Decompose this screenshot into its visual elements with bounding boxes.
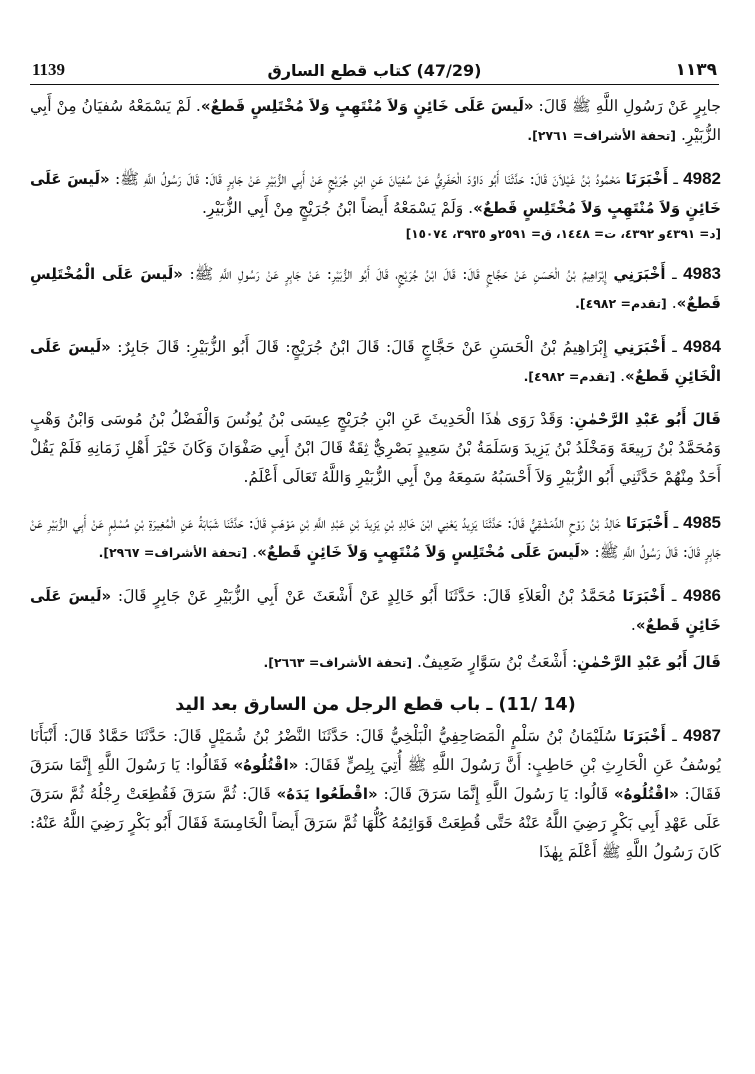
hadith-quote: «لَيسَ عَلَى مُخْتَلِسٍ وَلاَ مُنْتَهِبٍ وَلاَ خَائِنٍ قَطعٌ» (257, 543, 590, 561)
text-run: قَالَ: ثُمَّ سَرَقَ فَقُطِعَتْ رِجْلُهُ ثُمَّ سَرَقَ عَلَى عَهْدِ أَبِي بَكْرٍ رَضِيَ اللَّهُ عَنْهُ حَتَّى قُطِعَتْ قَوَائِمُهُ كُلُّهَا ثُمَّ سَرَقَ أَيضاً الْخَامِسَةَ فَقَالَ أَبُو بَكْرٍ رَضِيَ اللَّهُ عَنْهُ: كَانَ رَسُولُ اللَّهِ ﷺ أَعْلَمَ بِهٰذَا (30, 785, 721, 861)
hadith-quote: «لَيسَ عَلَى خَائِنٍ وَلاَ مُنْتَهِبٍ وَلاَ مُخْتَلِسٍ قَطعٌ» (30, 170, 721, 217)
text-run: إِبْرَاهِيمُ بْنُ الْحَسَنِ عَنْ حَجَّاجٍ قَالَ: قَالَ ابْنُ جُرَيْجٍ: قَالَ أَبُو الزُّبَيْرِ: قَالَ جَابِرٌ: (110, 338, 614, 356)
narration-keyword: أَخْبَرَنَا (625, 170, 669, 188)
narration-keyword: قَالَ أَبُو عَبْدِ الرَّحْمٰنِ (577, 653, 721, 671)
hadith-quote: «لَيسَ عَلَى الْمُخْتَلِسِ قَطعٌ» (30, 265, 721, 312)
hadith-number: 4984 (683, 337, 721, 356)
spacer (30, 677, 721, 689)
hadith-quote: «اقْتُلُوهُ» (233, 756, 299, 774)
narration-keyword: أَخْبَرَنِي (613, 338, 666, 356)
reference: [تحفة الأشراف= ٢٩٦٧]. (98, 545, 248, 560)
text-run: : وَقَدْ رَوَى هٰذَا الْحَدِيثَ عَنِ ابْنِ جُرَيْجٍ عِيسَى بْنُ يُونُسَ وَالْفَضْلُ بْنُ مُوسَى وَابْنُ وَهْبٍ وَمُحَمَّدُ بْنُ رَبِيعَةَ وَمَخْلَدُ بْنُ يَزِيدَ وَسَلَمَةُ بْنُ سَعِيدٍ بَصْرِيٌّ ثِقَةٌ قَالَ ابْنُ أَبِي صَفْوَانَ وَكَانَ خَيْرَ أَهْلِ زَمَانِهِ فَلَمْ يَقُلْ أَحَدٌ مِنْهُمْ حَدَّثَنِي أَبُو الزُّبَيْرِ وَلاَ أَحْسَبُهُ سَمِعَهُ مِنْ أَبِي الزُّبَيْرِ وَاللَّهُ تَعَالَى أَعْلَمُ. (30, 410, 721, 486)
paragraph (30, 405, 721, 492)
paragraph (30, 332, 721, 391)
text-run: مَحْمُودُ بْنُ غَيْلاَنَ قَالَ: حَدَّثَنَا أَبُو دَاوُدَ الْحَفَرِيُّ عَنْ سُفيَانَ عَنِ ابْنِ جُرَيْجٍ عَنْ أَبِي الزُّبَيْرِ عَنْ جَابِرٍ قَالَ: قَالَ رَسُولُ اللَّهِ ﷺ: (109, 170, 626, 188)
text-run: ـ (665, 727, 684, 745)
narration-keyword: أَخْبَرَنَا (622, 587, 666, 605)
paragraph (30, 259, 721, 318)
text-run: قَالُوا: يَا رَسُولَ اللَّهِ إِنَّمَا سَرَقَ قَالَ: (377, 785, 614, 803)
paragraph (30, 721, 721, 867)
paragraph (30, 508, 721, 567)
text-run: ـ (668, 514, 684, 532)
chapter-title: ـ باب قطع الرجل من السارق بعد اليد (175, 695, 499, 715)
text-run: . (666, 294, 677, 312)
text-run: . وَلَمْ يَسْمَعْهُ أَيضاً ابْنُ جُرَيْجٍ مِنْ أَبِي الزُّبَيْرِ. (201, 199, 474, 217)
hadith-quote: «اقْتُلُوهُ» (613, 785, 679, 803)
hadith-number: 4987 (683, 726, 721, 745)
spacer (30, 245, 721, 259)
hadith-quote: «لَيسَ عَلَى خَائِنٍ وَلاَ مُنْتَهِبٍ وَلاَ مُخْتَلِسٍ قَطعٌ» (200, 97, 534, 115)
reference: [تحفة الأشراف= ٢٧٦١]. (527, 128, 677, 143)
spacer (30, 150, 721, 164)
text-run: سُلَيْمَانُ بْنُ سَلْمٍ الْمَصَاحِفِيُّ الْبَلْخِيُّ قَالَ: حَدَّثَنَا النَّضْرُ بْنُ شُمَيْلٍ قَالَ: حَدَّثَنَا حَمَّادٌ قَالَ: أَنْبَأَنَا يُوسُفُ عَنِ الْحَارِثِ بْنِ حَاطِبٍ: أَنَّ رَسُولَ اللَّهِ ﷺ أُتِيَ بِلِصٍّ فَقَالَ: (30, 727, 721, 774)
text-run: . لَمْ يَسْمَعْهُ سُفيَانُ مِنْ أَبِي الزُّبَيْرِ. (30, 97, 721, 144)
hadith-quote: «لَيسَ عَلَى الْخَائِنِ قَطعٌ» (30, 338, 721, 385)
text-run: ـ (665, 338, 684, 356)
page-body (30, 92, 721, 867)
paragraph (30, 92, 721, 150)
text-run: . (247, 543, 258, 561)
paragraph (30, 648, 721, 677)
text-run: . (615, 367, 626, 385)
reference-line: [د= ٤٣٩١و ٤٣٩٢، ت= ١٤٤٨، ق= ٢٥٩١و ٣٩٣٥، ١٥٠٧٤] (405, 227, 721, 241)
page-number-latin: 1139 (32, 60, 66, 79)
text-run: خَالِدُ بْنُ رَوْحٍ الدِّمَشْقِيُّ قَالَ: حَدَّثَنَا يَزِيدُ يَعْنِي ابْنَ خَالِدِ بْنِ يَزِيدَ بْنِ عَبْدِ اللَّهِ بْنِ مَوْهَبٍ قَالَ: حَدَّثَنَا شَبَابَةُ عَنِ الْمُغِيرَةِ بْنِ مُسْلِمٍ عَنْ أَبِي الزُّبَيْرِ عَنْ جَابِرٍ قَالَ: قَالَ رَسُولُ اللَّهِ ﷺ: (30, 514, 721, 561)
reference: [تقدم= ٤٩٨٢]. (575, 296, 667, 311)
page-header (30, 54, 719, 85)
hadith-number: 4986 (683, 586, 721, 605)
chapter-heading (30, 689, 721, 721)
text-run: ـ (668, 170, 684, 188)
spacer (30, 640, 721, 648)
paragraph (30, 581, 721, 640)
spacer (30, 567, 721, 581)
hadith-number: 4982 (683, 169, 721, 188)
spacer (30, 391, 721, 405)
spacer (30, 492, 721, 508)
narration-keyword: أَخْبَرَنَا (623, 727, 666, 745)
text-run: فَقَالُوا: يَا رَسُولَ اللَّهِ إِنَّمَا سَرَقَ فَقَالَ: (30, 756, 721, 803)
text-run: إِبْرَاهِيمُ بْنُ الْحَسَنِ عَنْ حَجَّاجٍ قَالَ: قَالَ ابْنُ جُرَيْجٍ، قَالَ أَبُو الزُّبَيْرِ: عَنْ جَابِرٍ عَنْ رَسُولِ اللَّهِ ﷺ: (182, 265, 614, 283)
page-number-arabic: ١١٣٩ (675, 60, 717, 80)
text-run: ـ (665, 587, 684, 605)
hadith-number: 4985 (683, 513, 721, 532)
reference: [تحفة الأشراف= ٢٦٦٣]. (263, 655, 413, 670)
narration-keyword: أَخْبَرَنِي (613, 265, 666, 283)
hadith-quote: «اقْطَعُوا يَدَهُ» (276, 785, 378, 803)
spacer (30, 318, 721, 332)
text-run: مُحَمَّدُ بْنُ الْعَلاَءِ قَالَ: حَدَّثَنَا أَبُو خَالِدٍ عَنْ أَشْعَثَ عَنْ أَبِي الزُّبَيْرِ عَنْ جَابِرٍ قَالَ: (111, 587, 623, 605)
narration-keyword: قَالَ أَبُو عَبْدِ الرَّحْمٰنِ (574, 410, 721, 428)
paragraph (30, 164, 721, 223)
text-run: : أَشْعَثُ بْنُ سَوَّارٍ ضَعِيفٌ. (412, 653, 578, 671)
chapter-running-title: (47/29) كتاب قطع السارق (267, 61, 482, 80)
text-run: . (630, 616, 636, 634)
chapter-number: (11/ 14) (498, 695, 576, 715)
text-run: جابِرٍ عَنْ رَسُولِ اللَّهِ ﷺ قَالَ: (533, 97, 721, 115)
reference: [تقدم= ٤٩٨٢]. (523, 369, 616, 384)
narration-keyword: أَخْبَرَنَا (625, 514, 669, 532)
text-run: ـ (665, 265, 684, 283)
hadith-number: 4983 (683, 264, 721, 283)
hadith-quote: «لَيسَ عَلَى خَائِنٍ قَطعٌ» (30, 587, 721, 634)
